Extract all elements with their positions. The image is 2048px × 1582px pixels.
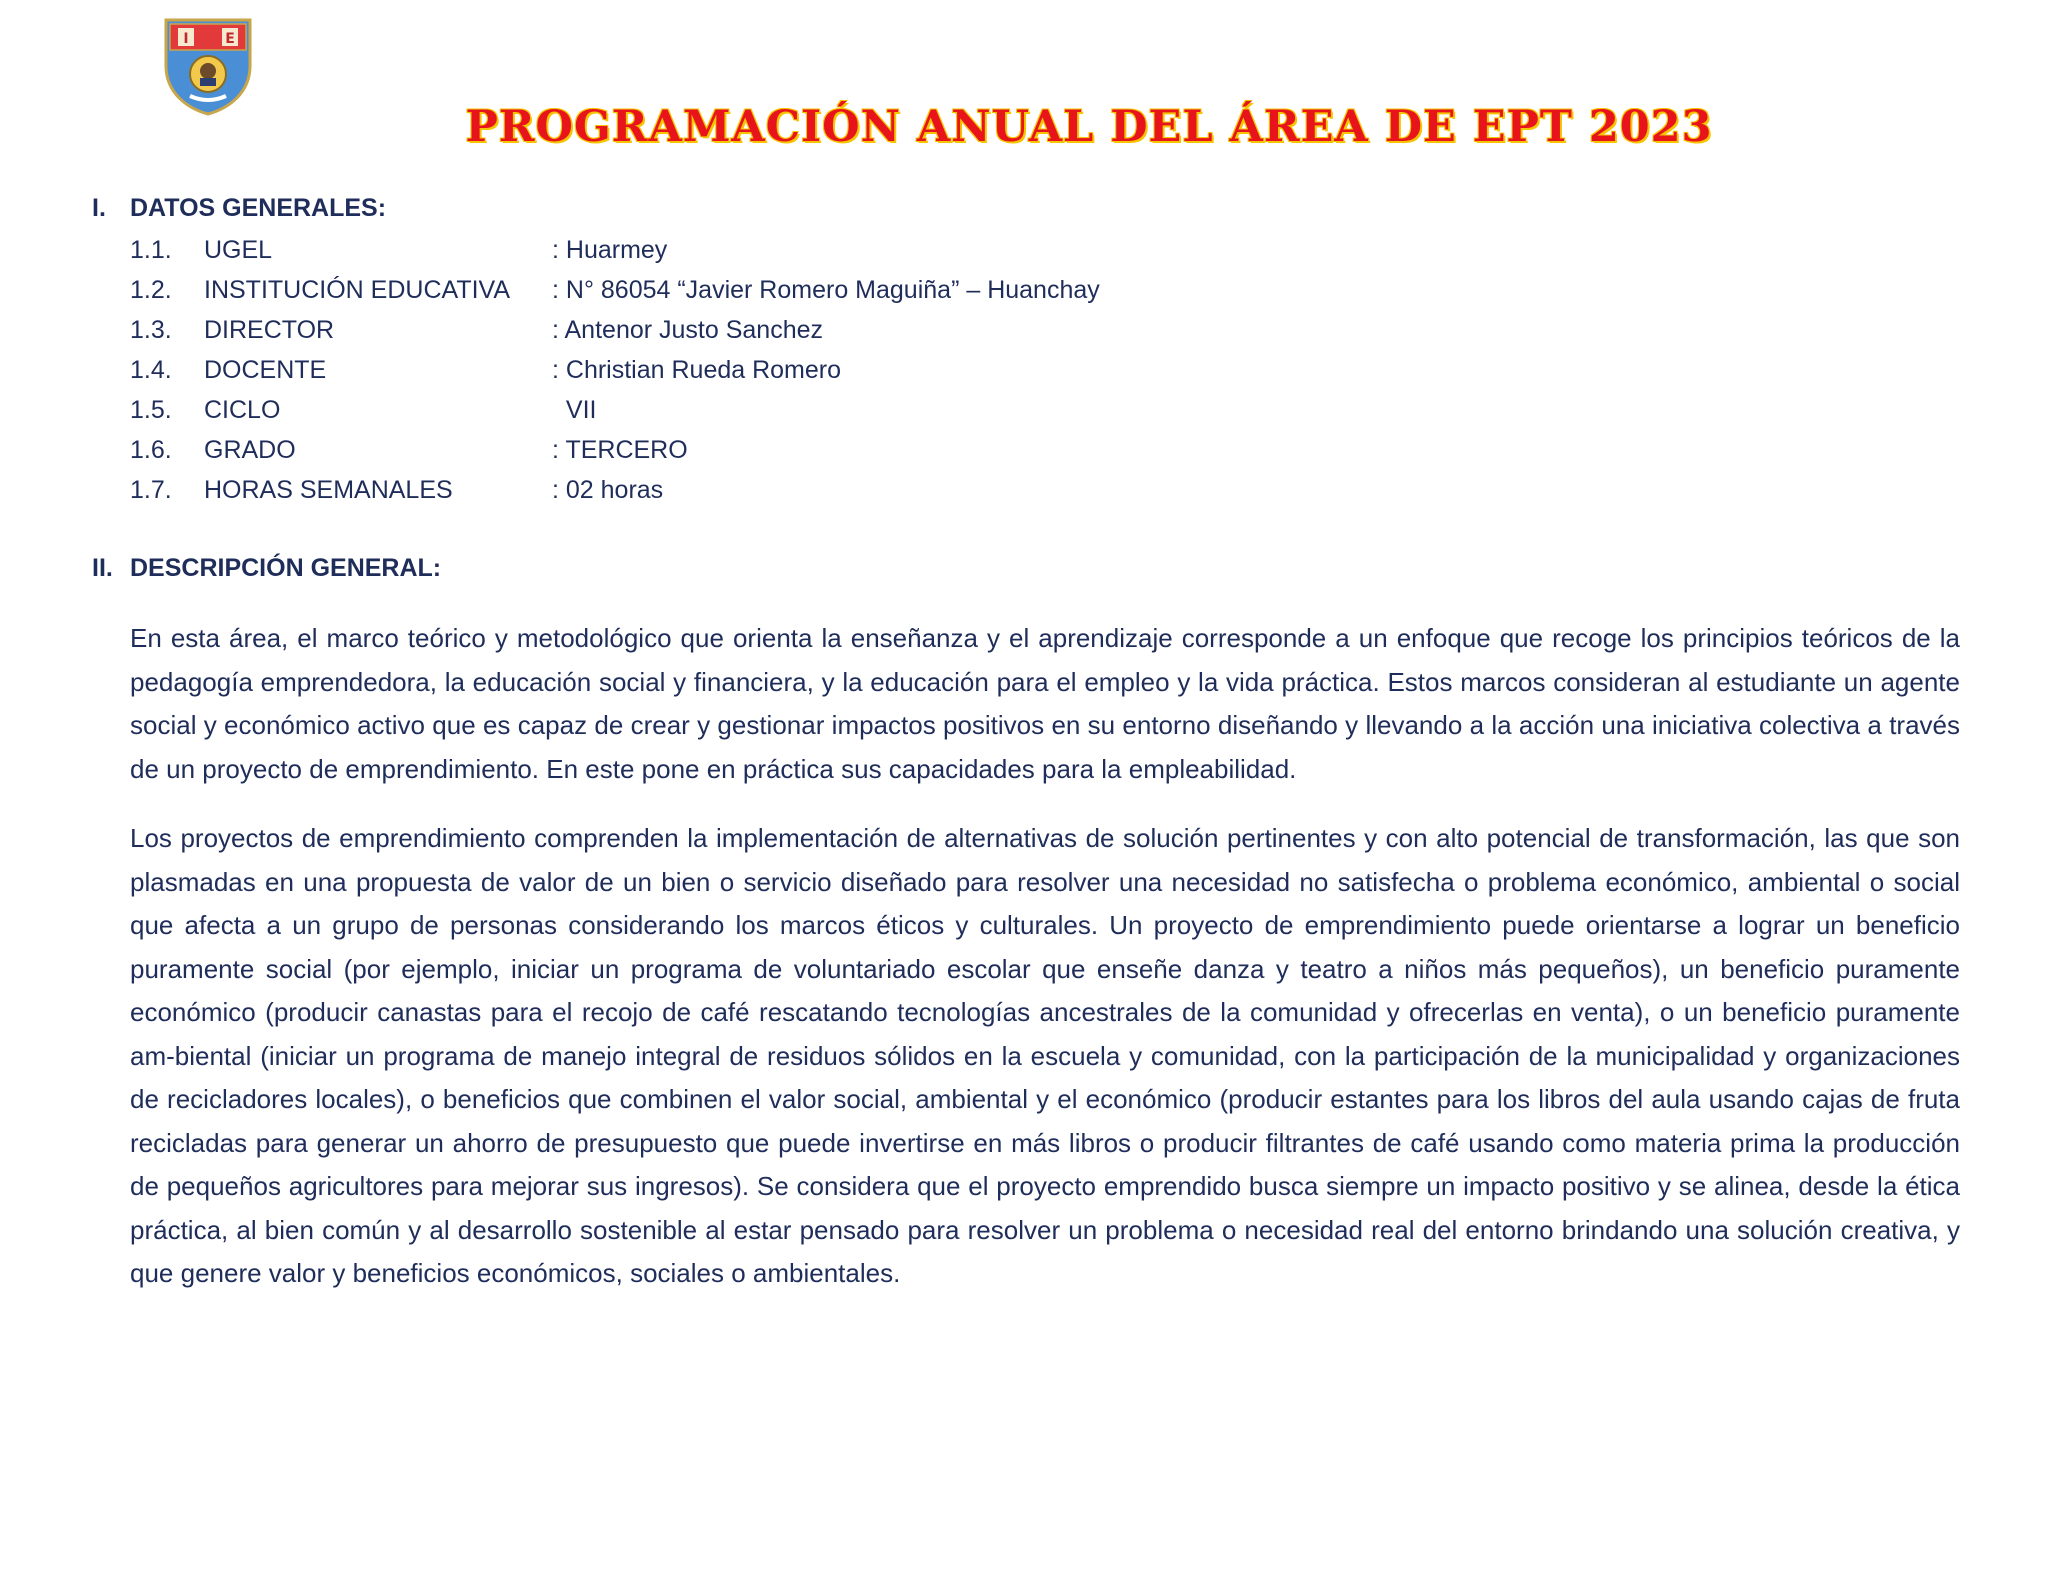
item-value: : N° 86054 “Javier Romero Maguiña” – Huanchay [552,276,1100,304]
item-number: 1.4. [130,356,172,384]
item-number: 1.2. [130,276,172,304]
document-title-container [0,102,2048,152]
section-heading-descripcion-general [92,554,441,583]
item-number: 1.3. [130,316,172,344]
section-number: I. [92,194,106,222]
item-number: 1.5. [130,396,172,424]
item-label: UGEL [204,236,273,264]
item-number: 1.6. [130,436,172,464]
item-label: HORAS SEMANALES [204,476,453,504]
school-shield-logo [160,14,256,116]
document-title: PROGRAMACIÓN ANUAL DEL ÁREA DE EPT 2023 [465,102,1713,152]
description-paragraph-2: Los proyectos de emprendimiento comprenden la implementación de alternativas de solución pertinentes y con alto potencial de transformación, las que son plasmadas en una propuesta de valor de un bien o servicio diseñado para resolver una necesidad no satisfecha o problema económico, ambiental o social que afecta a un grupo de personas considerando los marcos éticos y culturales. Un proyecto de emprendimiento puede orientarse a lograr un beneficio puramente social (por ejemplo, iniciar un programa de voluntariado escolar que enseñe danza y teatro a niños más pequeños), un beneficio puramente económico (producir canastas para el recojo de café rescatando tecnologías ancestrales de la comunidad y ofrecerlas en venta), o un beneficio puramente am-biental (iniciar un programa de manejo integral de residuos sólidos en la escuela y comunidad, con la participación de la municipalidad y organizaciones de recicladores locales), o beneficios que combinen el valor social, ambiental y el económico (producir estantes para los libros del aula usando cajas de fruta recicladas para generar un ahorro de presupuesto que puede invertirse en más libros o producir filtrantes de café usando como materia prima la producción de pequeños agricultores para mejorar sus ingresos). Se considera que el proyecto emprendido busca siempre un impacto positivo y se alinea, desde la ética práctica, al bien común y al desarrollo sostenible al estar pensado para resolver un problema o necesidad real del entorno brindando una solución creativa, y que genere valor y beneficios económicos, sociales o ambientales. [130,823,1960,1288]
item-label: CICLO [204,396,281,424]
section-number: II. [92,554,113,582]
svg-text:I: I [183,31,189,47]
item-value: : Christian Rueda Romero [552,356,842,384]
item-label: DIRECTOR [204,316,335,344]
item-value: : Huarmey [552,236,668,264]
section-title: DESCRIPCIÓN GENERAL: [130,554,442,582]
item-label: DOCENTE [204,356,327,384]
item-value: VII [552,396,597,424]
item-number: 1.1. [130,236,172,264]
item-number: 1.7. [130,476,172,504]
item-label: GRADO [204,436,296,464]
item-value: : 02 horas [552,476,664,504]
item-value: : Antenor Justo Sanchez [552,316,824,344]
description-paragraph-1: En esta área, el marco teórico y metodológico que orienta la enseñanza y el aprendizaje corresponde a un enfoque que recoge los principios teóricos de la pedagogía emprendedora, la educación social y financiera, y la educación para el empleo y la vida práctica. Estos marcos consideran al estudiante un agente social y económico activo que es capaz de crear y gestionar impactos positivos en su entorno diseñando y llevando a la acción una iniciativa colectiva a través de un proyecto de emprendimiento. En este pone en práctica sus capacidades para la empleabilidad. [130,623,1960,784]
section-heading-datos-generales [92,194,386,223]
shield-icon [160,14,256,116]
svg-text:E: E [225,31,235,47]
section-title: DATOS GENERALES: [130,194,387,222]
item-value: : TERCERO [552,436,688,464]
item-label: INSTITUCIÓN EDUCATIVA [204,276,511,304]
